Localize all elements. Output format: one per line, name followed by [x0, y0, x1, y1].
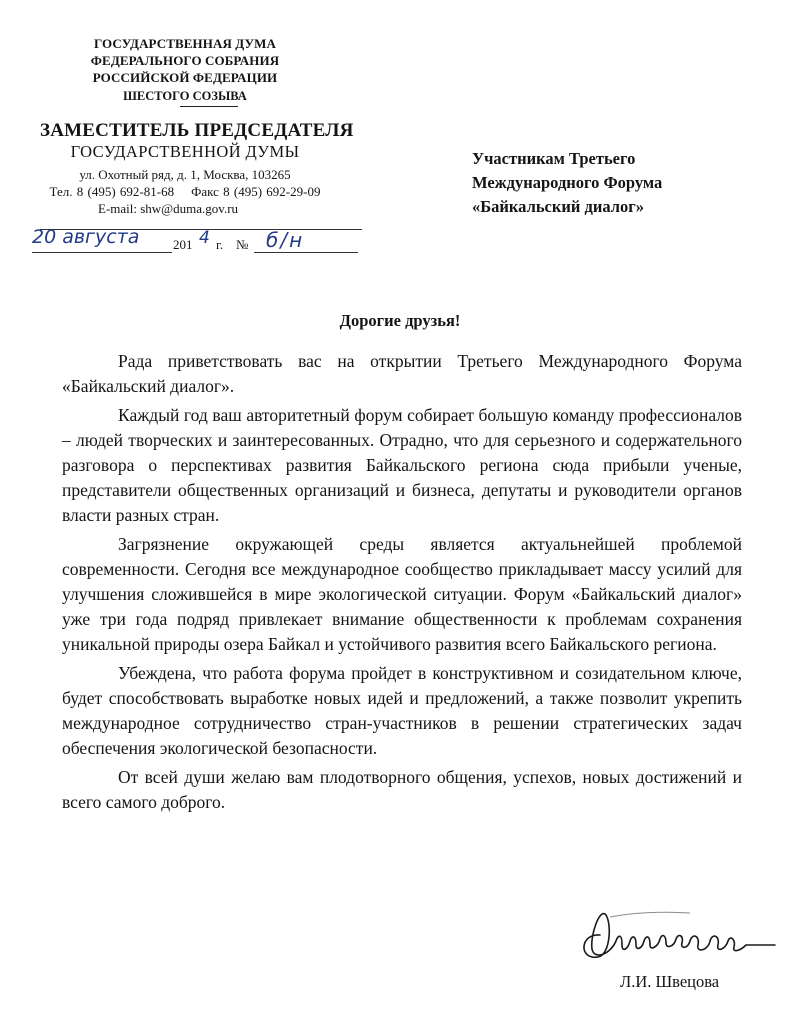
signer-name: Л.И. Швецова	[620, 972, 720, 991]
deputy-chair-org: ГОСУДАРСТВЕННОЙ ДУМЫ	[70, 142, 300, 161]
deputy-chair-title: ЗАМЕСТИТЕЛЬ ПРЕДСЕДАТЕЛЯ	[40, 120, 354, 141]
recipient-line-3: «Байкальский диалог»	[472, 197, 645, 216]
greeting: Дорогие друзья!	[339, 311, 461, 330]
number-sign: №	[236, 237, 249, 252]
paragraph: Рада приветствовать вас на открытии Третьего Международного Форума «Байкальский диалог».	[62, 351, 742, 396]
recipient-block	[472, 147, 662, 219]
paragraph: Каждый год ваш авторитетный форум собирает большую команду профессионалов – людей творческих и заинтересованных. Отрадно, что для серьезного и содержательного разговора о перспективах развития Байкальского региона сюда прибыли ученые, представители общественных организаций и бизнеса, депутаты и руководители органов власти разных стран.	[62, 405, 742, 525]
number-handwritten: б/н	[266, 228, 305, 252]
recipient-line-2: Международного Форума	[472, 173, 663, 192]
number-underline	[254, 252, 358, 253]
phones	[40, 184, 330, 200]
org-line-3: РОССИЙСКОЙ ФЕДЕРАЦИИ	[92, 70, 278, 85]
email: E-mail: shw@duma.gov.ru	[98, 201, 239, 216]
date-underline	[32, 252, 172, 253]
letterhead-divider	[180, 106, 238, 107]
signature-scribble	[570, 905, 780, 965]
date-handwritten: 20 августа	[32, 226, 140, 248]
paragraph: Загрязнение окружающей среды является актуальнейшей проблемой современности. Сегодня все международное сообщество прикладывает массу усилий для улучшения сложившейся в мире экологической ситуации. Форум «Байкальский диалог» уже три года подряд привлекает внимание общественности к проблемам сохранения уникальной природы озера Байкал и устойчивого развития всего Байкальского региона.	[62, 534, 742, 654]
paragraph: От всей души желаю вам плодотворного общения, успехов, новых достижений и всего самого доброго.	[62, 767, 742, 812]
letterhead	[40, 36, 354, 226]
year-prefix: 201	[173, 237, 193, 252]
org-line-2: ФЕДЕРАЛЬНОГО СОБРАНИЯ	[90, 53, 280, 68]
letter-body	[62, 349, 742, 819]
convocation: ШЕСТОГО СОЗЫВА	[123, 89, 247, 103]
year-digit-handwritten: 4	[199, 228, 210, 248]
address: ул. Охотный ряд, д. 1, Москва, 103265	[79, 167, 291, 182]
year-suffix: г.	[216, 237, 224, 252]
fax-number: Факс 8 (495) 692-29-09	[191, 184, 321, 199]
org-line-1: ГОСУДАРСТВЕННАЯ ДУМА	[93, 36, 277, 51]
recipient-line-1: Участникам Третьего	[472, 149, 636, 168]
paragraph: Убеждена, что работа форума пройдет в конструктивном и созидательном ключе, будет способствовать выработке новых идей и предложений, а также позволит укрепить международное сотрудничество стран-участников в решении стратегических задач обеспечения экологической безопасности.	[62, 663, 742, 758]
phone-number: Тел. 8 (495) 692-81-68	[49, 184, 175, 199]
dateline	[32, 226, 362, 262]
